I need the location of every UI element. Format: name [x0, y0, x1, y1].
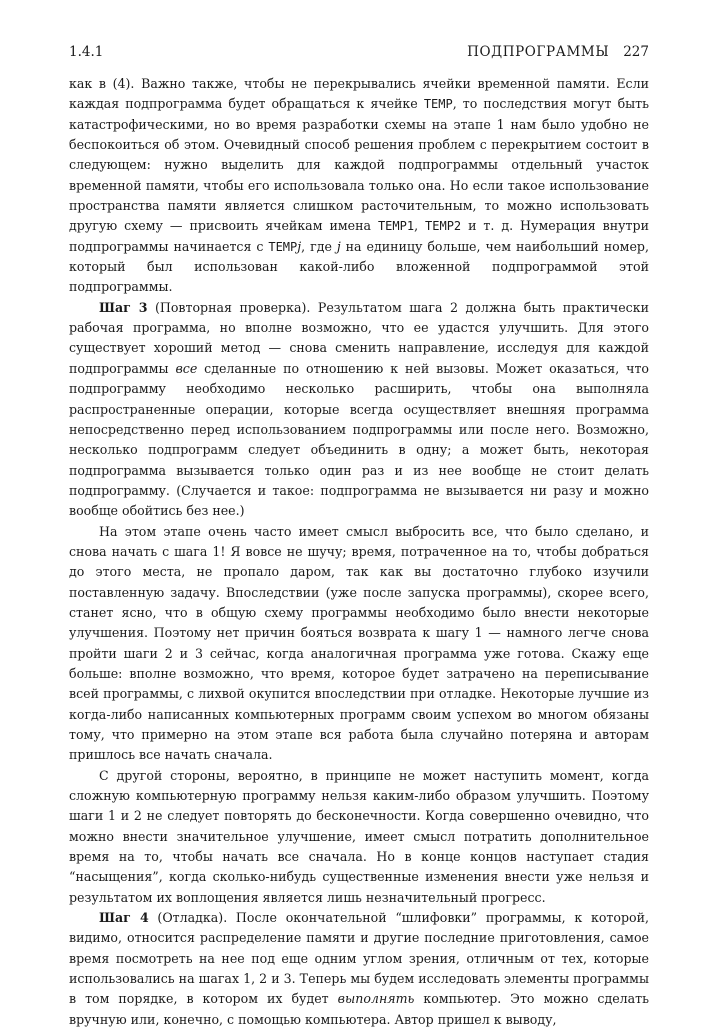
- paragraph: [69, 908, 649, 1030]
- section-number: 1.4.1: [69, 44, 104, 60]
- text-run: на единицу больше, чем наибольший номер, который был использован какой-либо вложенной подпрограммой этой подпрограммы.: [69, 238, 649, 295]
- paragraph: [69, 298, 649, 522]
- text-run: и т. д. Нумерация внутри подпрограммы начинается с: [69, 218, 649, 254]
- text-run: ,: [414, 218, 426, 234]
- running-header: [69, 44, 649, 74]
- chapter-title: ПОДПРОГРАММЫ: [467, 44, 610, 60]
- text-run: На этом этапе очень часто имеет смысл выбросить все, что было сделано, и снова начать с шага 1! Я вовсе не шучу; время, потраченное на то, чтобы добраться до этого места, не пропало даром, так как вы достаточно глубоко изучили поставленную задачу. Впоследствии (уже после запуска программы), скорее всего, станет ясно, что в общую схему программы необходимо было внести некоторые улучшения. Поэтому нет причин бояться возврата к шагу 1 — намного легче снова пройти шаги 2 и 3 сейчас, когда аналогичная программа уже готова. Скажу еще больше: вполне возможно, что время, которое будет затрачено на переписывание всей программы, с лихвой окупится впоследствии при отладке. Некоторые лучшие из когда-либо написанных компьютерных программ своим успехом во многом обязаны тому, что примерно на этом этапе вся работа была случайно потеряна и авторам пришлось все начать сначала.: [69, 523, 649, 763]
- page-number: 227: [623, 44, 649, 60]
- text-run: , где: [301, 238, 337, 254]
- paragraph: [69, 74, 649, 298]
- header-right: [453, 44, 649, 60]
- book-page: [69, 44, 649, 1030]
- code-term: TEMP: [423, 97, 453, 112]
- emphasis-text: j: [297, 238, 302, 254]
- text-run: как в (4). Важно также, чтобы не перекрывались ячейки временной памяти. Если каждая подпрограмма будет обращаться к ячейке: [69, 76, 649, 112]
- text-run: сделанные по отношению к ней вызовы. Может оказаться, что подпрограмму необходимо несколько расширить, чтобы она выполняла распространенные операции, которые всегда осуществляет внешняя программа непосредственно перед использованием подпрограммы или после него. Возможно, несколько подпрограмм следует объединить в одну; а может быть, некоторая подпрограмма вызывается только один раз и из нее вообще не стоит делать подпрограмму. (Случается и такое: подпрограмма не вызывается ни разу и можно вообще обойтись без нее.): [69, 360, 649, 519]
- step-heading: Шаг 3: [99, 299, 148, 315]
- paragraph: [69, 522, 649, 766]
- emphasis-text: все: [175, 360, 198, 376]
- code-term: TEMP2: [425, 219, 462, 234]
- step-heading: Шаг 4: [99, 910, 149, 926]
- text-run: (Повторная проверка). Результатом шага 2 должна быть практически рабочая программа, но вполне возможно, что ее удастся улучшить. Для этого существует хороший метод — снова сменить направление, исследуя для каждой подпрограммы: [69, 299, 649, 376]
- text-run: компьютер. Это можно сделать вручную или, конечно, с помощью компьютера. Автор пришел к выводу,: [69, 991, 650, 1027]
- text-run: , то последствия могут быть катастрофическими, но во время разработки схемы на этапе 1 нам было удобно не беспокоиться об этом. Очевидный способ решения проблем с перекрытием состоит в следующем: нужно выделить для каждой подпрограммы отдельный участок временной памяти, чтобы его использовала только она. Но если такое использование пространства памяти является слишком расточительным, то можно использовать другую схему — присвоить ячейкам имена: [69, 96, 649, 234]
- code-term: TEMP1: [377, 219, 415, 234]
- text-run: С другой стороны, вероятно, в принципе не может наступить момент, когда сложную компьютерную программу нельзя каким-либо образом улучшить. Поэтому шаги 1 и 2 не следует повторять до бесконечности. Когда совершенно очевидно, что можно внести значительное улучшение, имеет смысл потратить дополнительное время на то, чтобы начать все сначала. Но в конце концов наступает стадия “насыщения”, когда сколько-нибудь существенные изменения внести уже нельзя и результатом их воплощения является лишь незначительный прогресс.: [69, 767, 649, 905]
- text-run: (Отладка). После окончательной “шлифовки” программы, к которой, видимо, относится распределение памяти и другие последние приготовления, самое время посмотреть на нее под еще одним углом зрения, отличным от тех, которые использовались на шагах 1, 2 и 3. Теперь мы будем исследовать элементы программы в том порядке, в котором их будет: [69, 910, 650, 1007]
- emphasis-text: выполнять: [337, 991, 415, 1007]
- emphasis-text: j: [336, 238, 341, 254]
- paragraph: [69, 766, 649, 908]
- code-term: TEMP: [268, 239, 298, 254]
- body-text: [69, 74, 649, 1030]
